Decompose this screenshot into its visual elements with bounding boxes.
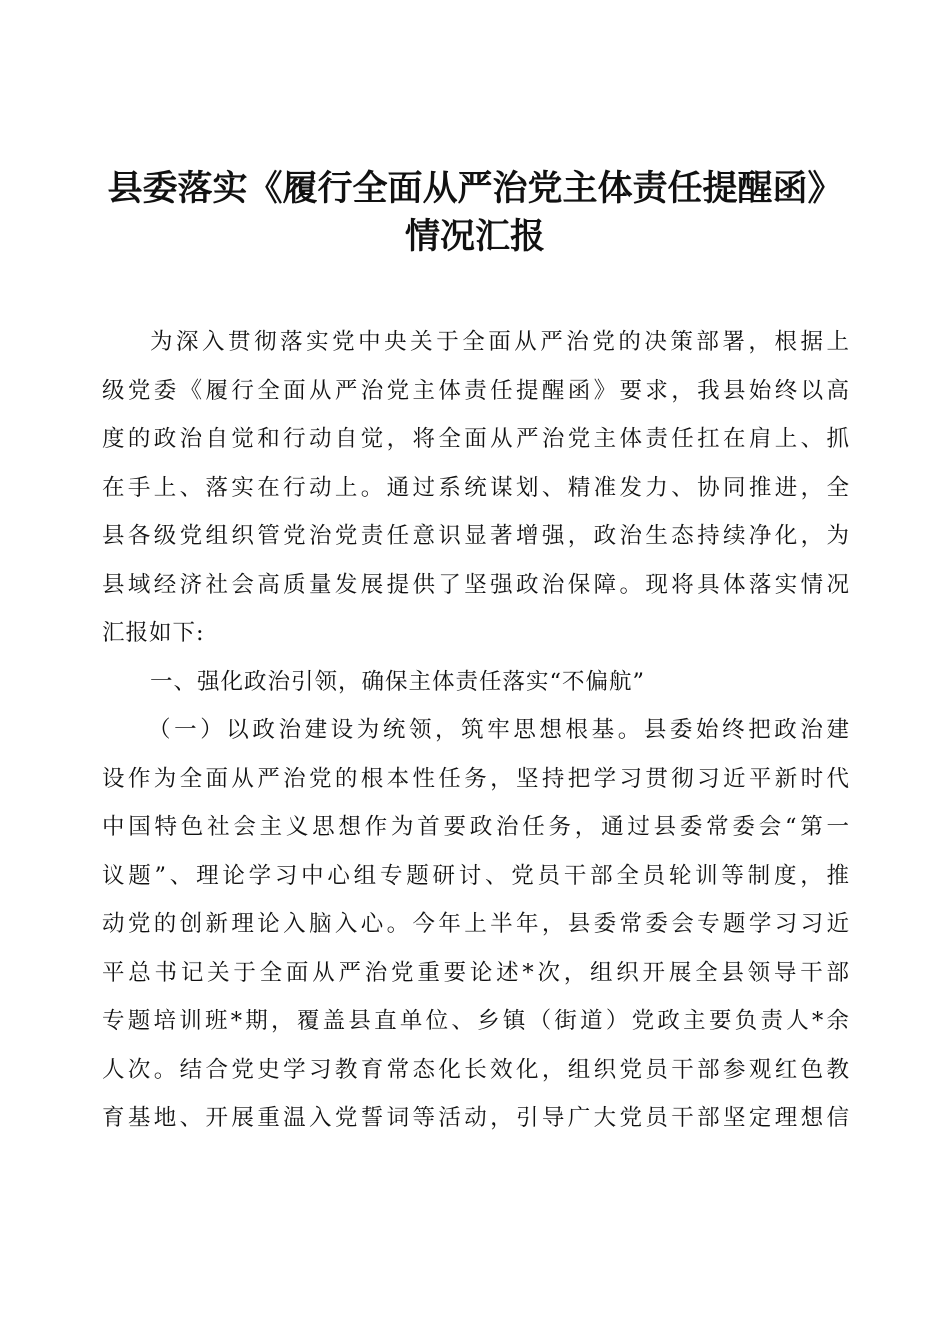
paragraph-1-line-2: 级党委《履行全面从严治党主体责任提醒函》要求，我县始终以高 bbox=[102, 377, 850, 404]
paragraph-1-line-6: 县域经济社会高质量发展提供了坚强政治保障。现将具体落实情况 bbox=[102, 571, 850, 598]
paragraph-2-line-7: 专题培训班*期，覆盖县直单位、乡镇（街道）党政主要负责人*余 bbox=[102, 1008, 850, 1034]
paragraph-2-line-8: 人次。结合党史学习教育常态化长效化，组织党员干部参观红色教 bbox=[102, 1056, 850, 1083]
paragraph-2-line-3: 中国特色社会主义思想作为首要政治任务，通过县委常委会“第一 bbox=[102, 814, 850, 840]
document-title-line-2: 情况汇报 bbox=[404, 217, 545, 257]
paragraph-2-line-5: 动党的创新理论入脑入心。今年上半年，县委常委会专题学习习近 bbox=[102, 911, 850, 937]
paragraph-2-line-4: 议题”、理论学习中心组专题研讨、党员干部全员轮训等制度，推 bbox=[102, 862, 850, 889]
paragraph-2-line-2: 设作为全面从严治党的根本性任务，坚持把学习贯彻习近平新时代 bbox=[102, 765, 850, 792]
document-body bbox=[102, 318, 850, 1143]
section-heading-1: 一、强化政治引领，确保主体责任落实“不偏航” bbox=[150, 668, 646, 695]
paragraph-2-line-6: 平总书记关于全面从严治党重要论述*次，组织开展全县领导干部 bbox=[102, 959, 850, 986]
paragraph-1-line-7: 汇报如下: bbox=[102, 620, 205, 646]
paragraph-2-line-9: 育基地、开展重温入党誓词等活动，引导广大党员干部坚定理想信 bbox=[102, 1105, 850, 1131]
document-title-line-1: 县委落实《履行全面从严治党主体责任提醒函》 bbox=[107, 169, 843, 209]
paragraph-1-line-3: 度的政治自觉和行动自觉，将全面从严治党主体责任扛在肩上、抓 bbox=[102, 426, 850, 452]
paragraph-1-line-5: 县各级党组织管党治党责任意识显著增强，政治生态持续净化，为 bbox=[102, 523, 850, 549]
paragraph-2-line-1: （一）以政治建设为统领，筑牢思想根基。县委始终把政治建 bbox=[148, 717, 850, 743]
paragraph-1-line-4: 在手上、落实在行动上。通过系统谋划、精准发力、协同推进，全 bbox=[102, 474, 850, 501]
paragraph-1-line-1: 为深入贯彻落实党中央关于全面从严治党的决策部署，根据上 bbox=[150, 329, 850, 355]
